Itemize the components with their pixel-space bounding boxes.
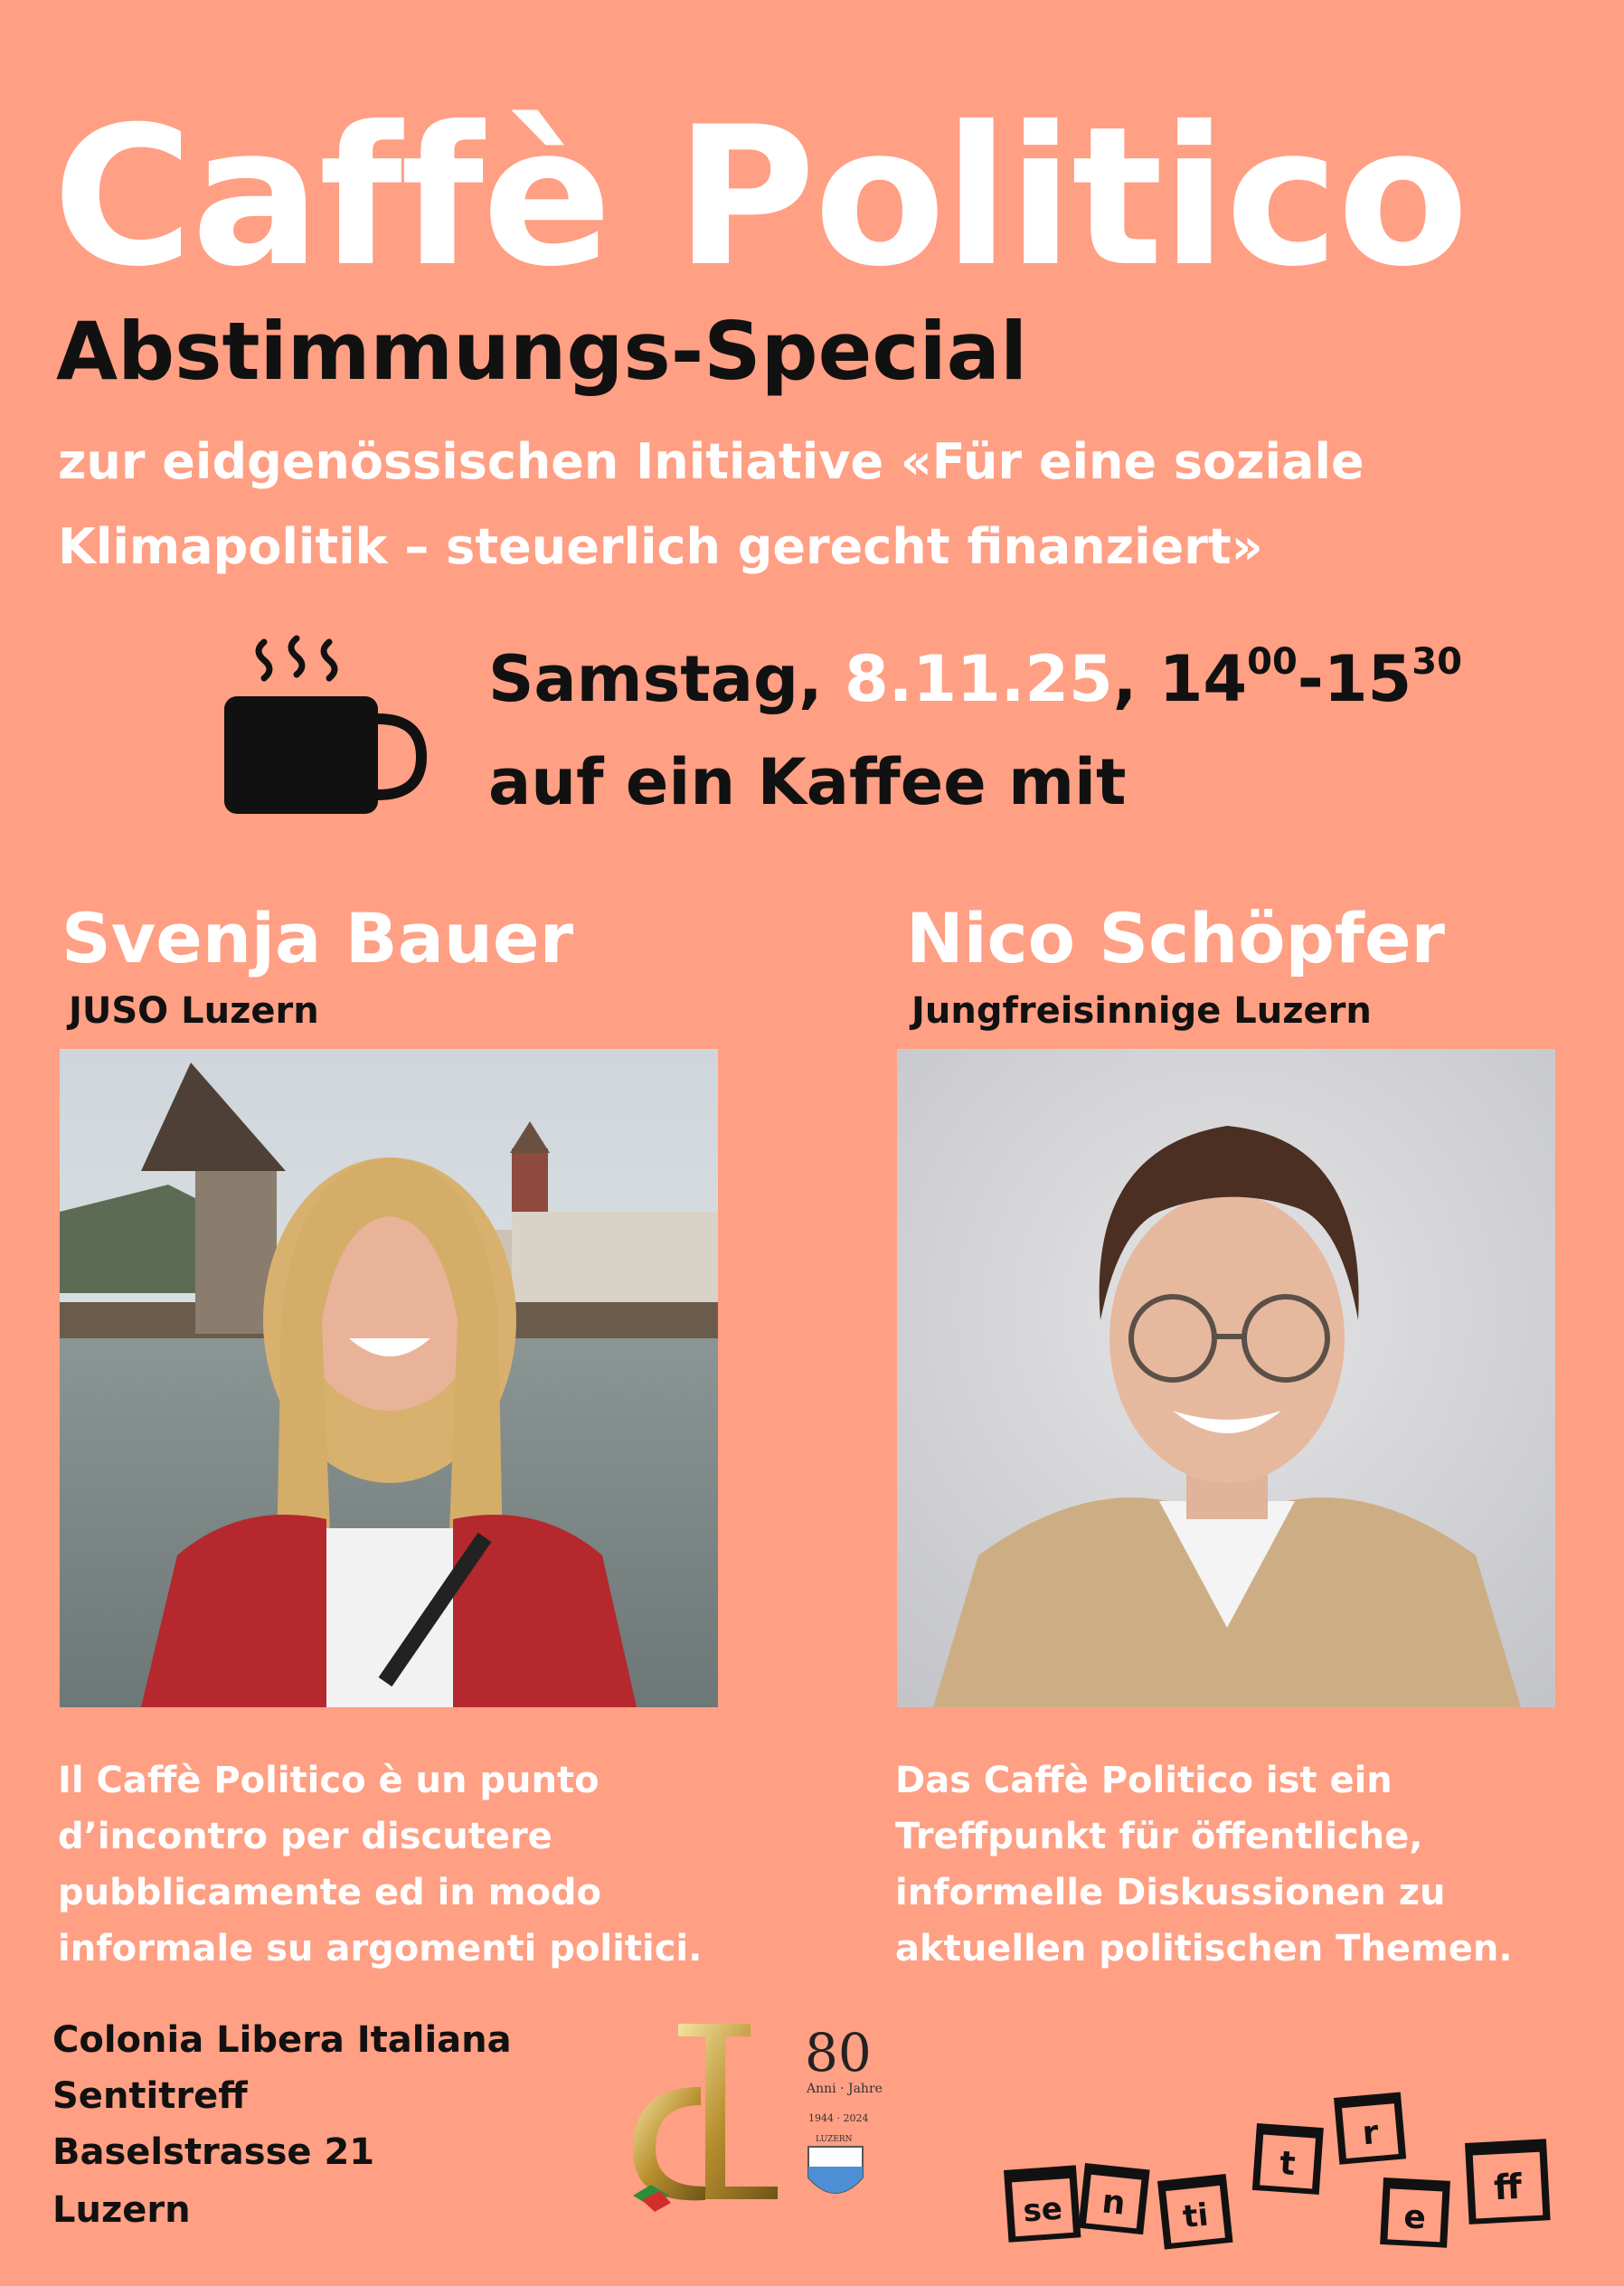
cli-years: 1944 · 2024 [808,2112,869,2124]
event-date: 8.11.25 [845,642,1113,716]
address-org: Colonia Libera Italiana [52,2019,512,2061]
description-german-line: aktuellen politischen Themen. [895,1928,1513,1970]
description-german-line: informelle Diskussionen zu [895,1872,1446,1913]
senti-letters-2: n [1100,2183,1128,2223]
coffee-cup-icon [217,624,434,823]
intro-line-2: Klimapolitik – steuerlich gerecht finanziert» [58,518,1263,575]
guest-name-left: Svenja Bauer [61,898,574,978]
senti-letters-6: e [1402,2198,1427,2237]
cli-number: 80 [805,2022,872,2083]
sentitreff-logo [995,2080,1555,2261]
guest-photo-right [897,1049,1555,1707]
event-end-minutes: 30 [1412,641,1462,683]
address-city: Luzern [52,2189,191,2231]
event-day: Samstag, [488,642,845,716]
event-start-minutes: 00 [1247,641,1298,683]
cli-sub: Anni · Jahre [807,2082,883,2096]
address-venue: Sentitreff [52,2075,248,2117]
description-italian-line: d’incontro per discutere [58,1816,552,1857]
senti-letters-5: r [1360,2113,1381,2153]
guest-party-right: Jungfreisinnige Luzern [911,990,1372,1032]
guest-name-right: Nico Schöpfer [906,898,1445,978]
event-invitation: auf ein Kaffee mit [488,745,1127,819]
intro-line-1: zur eidgenössischen Initiative «Für eine soziale [58,433,1364,490]
description-german [895,1752,1582,1977]
poster-title: Caffè Politico [52,85,1468,308]
description-italian-line: pubblicamente ed in modo [58,1872,602,1913]
description-italian-line: Il Caffè Politico è un punto [58,1760,600,1801]
event-start-hour: , 14 [1112,642,1248,716]
guest-party-left: JUSO Luzern [69,990,319,1032]
poster-subtitle: Abstimmungs-Special [56,305,1028,398]
event-end-hour: -15 [1297,642,1412,716]
senti-letters-3: ti [1181,2196,1211,2236]
event-date-time [488,641,1462,716]
address-street: Baselstrasse 21 [52,2131,375,2173]
description-italian-line: informale su argomenti politici. [58,1928,703,1970]
cli-city: LUZERN [816,2135,853,2144]
guest-photo-left [60,1049,718,1707]
senti-letters-1: se [1022,2190,1064,2230]
description-german-line: Das Caffè Politico ist ein [895,1760,1393,1801]
senti-letters-7: ff [1493,2166,1524,2208]
senti-letters-4: t [1278,2144,1297,2184]
description-italian [58,1752,745,1977]
description-german-line: Treffpunkt für öffentliche, [895,1816,1423,1857]
cli-anniversary-logo [615,2015,895,2223]
